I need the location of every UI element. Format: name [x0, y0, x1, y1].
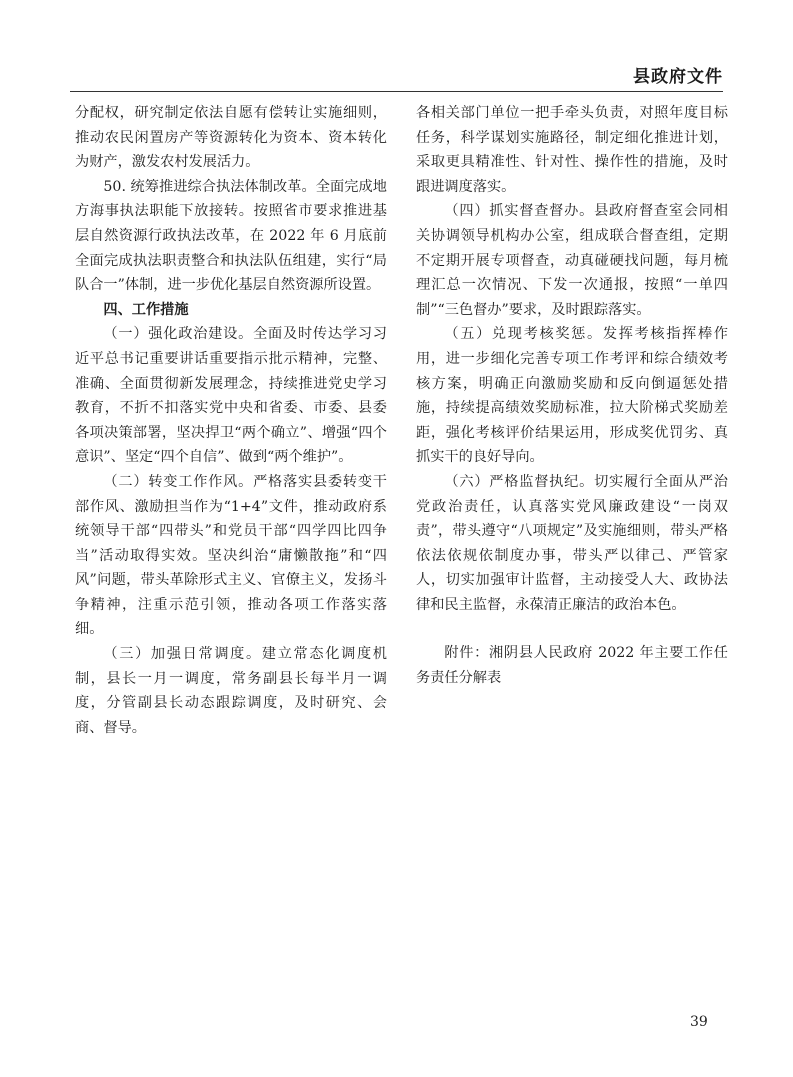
measure-1-body: 全面及时传达学习习近平总书记重要讲话重要指示批示精神，完整、准确、全面贯彻新发展理念，持续推进党史学习教育，不折不扣落实党中央和省委、市委、县委各项决策部署，坚决捍卫“两个确立”、增强“四个意识”、坚定“四个自信”、做到“两个维护”。 — [75, 326, 387, 466]
measure-5 — [416, 322, 728, 470]
measure-6-title: （六）严格监督执纪。 — [444, 473, 595, 490]
measure-4-title: （四）抓实督查督办。 — [444, 203, 595, 220]
section-heading: 四、工作措施 — [103, 301, 189, 318]
paragraph-item-50: 50. 统筹推进综合执法体制改革。全面完成地方海事执法职能下放接转。按照省市要求推进基层自然资源行政执法改革，在 2022 年 6 月底前全面完成执法职责整合和执法队伍组建，实行“局队合一”体制，进一步优化基层自然资源所设置。 — [75, 178, 387, 294]
measure-3-title: （三）加强日常调度。 — [103, 646, 262, 663]
measure-2 — [75, 470, 387, 642]
page-header — [0, 64, 793, 94]
measure-4 — [416, 199, 728, 322]
measure-1 — [75, 322, 387, 470]
measure-3-body: 建立常态化调度机制，县长一月一调度，常务副县长每半月一调度，分管副县长动态跟踪调度，及时研究、会商、督导。 — [75, 646, 387, 736]
paragraph-continuation-right: 各相关部门单位一把手牵头负责，对照年度目标任务，科学谋划实施路径，制定细化推进计划，采取更具精准性、针对性、操作性的措施，及时跟进调度落实。 — [416, 105, 728, 195]
measure-2-body: 严格落实县委转变干部作风、激励担当作为“1+4”文件，推动政府系统领导干部“四带头”和党员干部“四学四比四争当”活动取得实效。坚决纠治“庸懒散拖”和“四风”问题，带头革除形式主义、官僚主义，发扬斗争精神，注重示范引领，推动各项工作落实落细。 — [75, 473, 387, 638]
header-rule — [70, 91, 723, 92]
header-title: 县政府文件 — [633, 67, 723, 87]
page-number: 39 — [690, 1014, 708, 1030]
measure-5-body: 发挥考核指挥棒作用，进一步细化完善专项工作考评和综合绩效考核方案，明确正向激励奖励和反向倒逼惩处措施，持续提高绩效奖励标准，拉大阶梯式奖励差距，强化考核评价结果运用，形成奖优罚劣、真抓实干的良好导向。 — [416, 326, 728, 466]
measure-3 — [75, 642, 387, 740]
left-column — [75, 101, 387, 740]
measure-4-body: 县政府督查室会同相关协调领导机构办公室，组成联合督查组，定期不定期开展专项督查，动真碰硬找问题，每月梳理汇总一次情况、下发一次通报，按照“一单四制”“三色督办”要求，及时跟踪落实。 — [416, 203, 728, 318]
attachment-note: 附件：湘阴县人民政府 2022 年主要工作任务责任分解表 — [416, 645, 728, 687]
measure-5-title: （五）兑现考核奖惩。 — [444, 326, 603, 343]
right-column — [416, 101, 728, 691]
measure-2-title: （二）转变工作作风。 — [103, 473, 254, 490]
measure-6-body: 切实履行全面从严治党政治责任，认真落实党风廉政建设“一岗双责”，带头遵守“八项规定”及实施细则，带头严格依法依规依制度办事，带头严以律己、严管家人，切实加强审计监督，主动接受人大、政协法律和民主监督，永葆清正廉洁的政治本色。 — [416, 473, 728, 613]
measure-6 — [416, 470, 728, 618]
measure-1-title: （一）强化政治建设。 — [103, 326, 254, 343]
paragraph-continuation: 分配权，研究制定依法自愿有偿转让实施细则，推动农民闲置房产等资源转化为资本、资本转化为财产，激发农村发展活力。 — [75, 105, 387, 171]
